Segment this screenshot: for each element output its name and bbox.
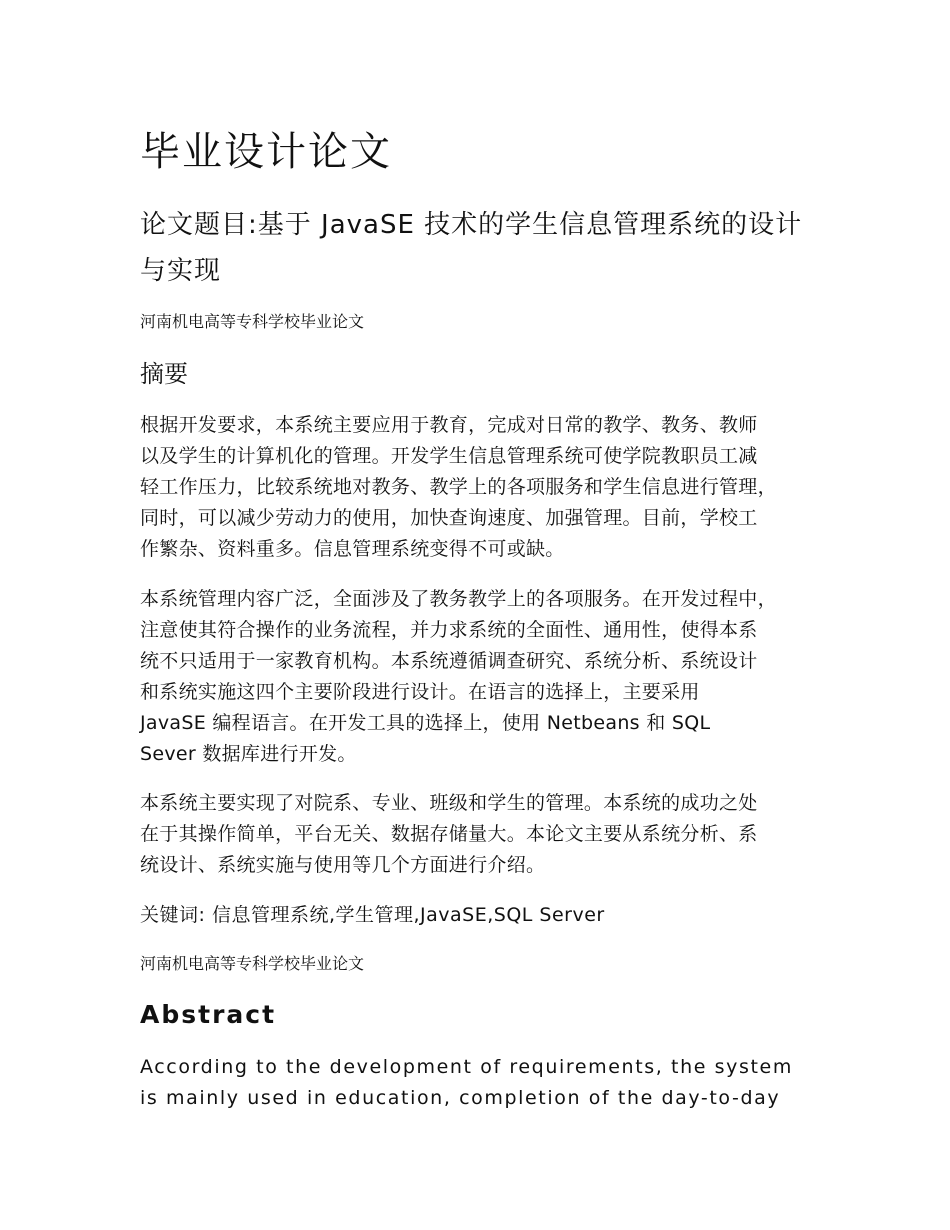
paragraph-line: Sever 数据库进行开发。 [140,743,357,765]
paragraph-line: JavaSE 编程语言。在开发工具的选择上，使用 Netbeans 和 SQL [140,712,711,734]
paragraph-line: 和系统实施这四个主要阶段进行设计。在语言的选择上，主要采用 [140,681,700,703]
abstract-cn-heading: 摘要 [140,360,188,388]
abstract-en-paragraph [140,1052,830,1114]
paragraph-line: 作繁杂、资料重多。信息管理系统变得不可或缺。 [140,538,565,560]
keywords: 关键词: 信息管理系统,学生管理,JavaSE,SQL Server [140,904,605,926]
thesis-title-line-1: 论文题目:基于 JavaSE 技术的学生信息管理系统的设计 [140,210,803,240]
thesis-title [140,202,830,294]
paragraph-line: 本系统管理内容广泛，全面涉及了教务教学上的各项服务。在开发过程中， [140,588,777,610]
paragraph-line: is mainly used in education, completion of the day-to-day [140,1087,781,1109]
paragraph-line: 轻工作压力，比较系统地对教务、教学上的各项服务和学生信息进行管理， [140,476,777,498]
document-title: 毕业设计论文 [140,129,392,175]
paragraph-line: 统设计、系统实施与使用等几个方面进行介绍。 [140,854,546,876]
school-header: 河南机电高等专科学校毕业论文 [140,954,365,973]
abstract-en-heading: Abstract [140,1000,277,1029]
abstract-paragraph-2 [140,584,830,770]
paragraph-line: 注意使其符合操作的业务流程，并力求系统的全面性、通用性，使得本系 [140,619,758,641]
paragraph-line: 同时，可以减少劳动力的使用，加快查询速度、加强管理。目前，学校工 [140,507,758,529]
school-header: 河南机电高等专科学校毕业论文 [140,312,365,331]
paragraph-line: 在于其操作简单，平台无关、数据存储量大。本论文主要从系统分析、系 [140,823,758,845]
abstract-paragraph-1 [140,410,830,565]
abstract-paragraph-3 [140,788,830,881]
paragraph-line: 根据开发要求，本系统主要应用于教育，完成对日常的教学、教务、教师 [140,414,758,436]
paragraph-line: 以及学生的计算机化的管理。开发学生信息管理系统可使学院教职员工减 [140,445,758,467]
paragraph-line: 统不只适用于一家教育机构。本系统遵循调查研究、系统分析、系统设计 [140,650,758,672]
paragraph-line: 本系统主要实现了对院系、专业、班级和学生的管理。本系统的成功之处 [140,792,758,814]
thesis-title-line-2: 与实现 [140,256,222,286]
paragraph-line: According to the development of requirements, the system [140,1056,793,1078]
